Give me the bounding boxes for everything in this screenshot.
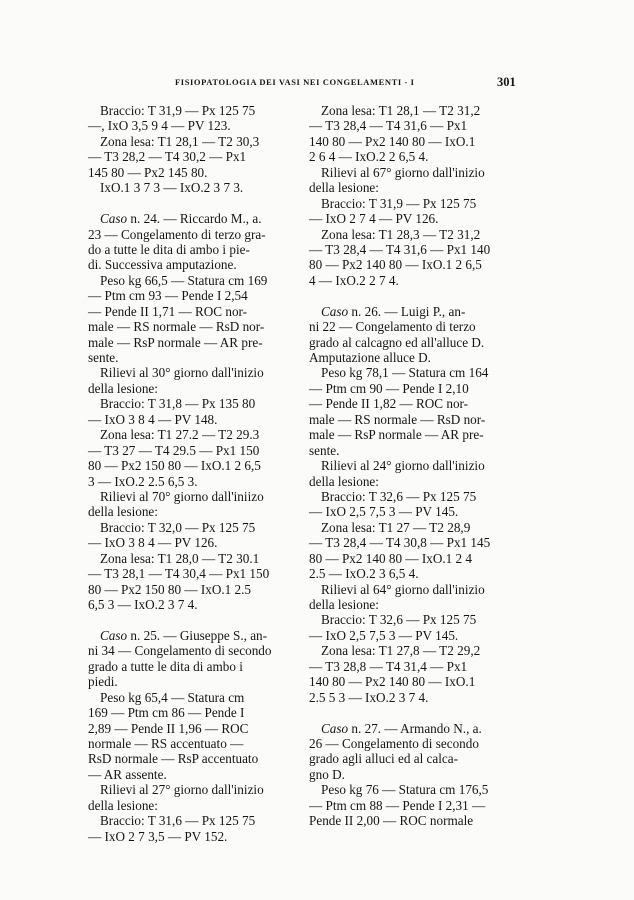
line-text: Pende II 2,00 — ROC normale (309, 813, 474, 829)
line-text: piedi. (88, 674, 118, 690)
text-line (309, 103, 521, 118)
line-text: — Ptm cm 88 — Pende I 2,31 — (309, 797, 486, 813)
line-text: n. 26. — Luigi P., an- (348, 303, 466, 319)
text-line (309, 396, 521, 411)
line-text: grado agli alluci ed al calca- (309, 751, 459, 767)
text-line (88, 736, 300, 751)
line-text: 140 80 — Px2 140 80 — IxO.1 (309, 133, 476, 149)
line-text: Zona lesa: T1 27 — T2 28,9 (321, 519, 471, 535)
case-label: Caso (321, 720, 349, 736)
case-label: Caso (100, 211, 128, 227)
line-text: — T3 28,8 — T4 31,4 — Px1 (309, 658, 468, 674)
text-line (309, 211, 521, 226)
text-line (309, 134, 521, 149)
line-text: 3 — IxO.2 2.5 6,5 3. (88, 473, 198, 489)
line-text: 145 80 — Px2 145 80. (88, 164, 208, 180)
text-line (88, 335, 300, 350)
text-line (309, 736, 521, 751)
text-line (88, 242, 300, 257)
text-line (309, 798, 521, 813)
text-line (309, 227, 521, 242)
line-text: 140 80 — Px2 140 80 — IxO.1 (309, 674, 476, 690)
line-text: Rilievi al 27° giorno dall'inizio (100, 782, 264, 798)
line-text: Rilievi al 70° giorno dall'iniizo (100, 488, 264, 504)
line-text: 2.5 5 3 — IxO.2 3 7 4. (309, 689, 429, 705)
line-text: Peso kg 78,1 — Statura cm 164 (321, 365, 489, 381)
line-text: — Ptm cm 93 — Pende I 2,54 (88, 288, 248, 304)
text-line (309, 273, 521, 288)
text-line (309, 520, 521, 535)
line-text: male — RS normale — RsD nor- (309, 411, 486, 427)
line-text: Amputazione alluce D. (309, 350, 431, 365)
text-line (309, 412, 521, 427)
line-text: 80 — Px2 150 80 — IxO.1 2 6,5 (88, 458, 261, 474)
text-line (88, 427, 300, 442)
text-line (88, 180, 300, 195)
line-text: — IxO 2 7 3,5 — PV 152. (88, 828, 228, 844)
line-text: — IxO 3 8 4 — PV 148. (88, 411, 218, 427)
text-line (88, 257, 300, 272)
right-column (309, 103, 521, 829)
text-line (309, 427, 521, 442)
text-line (88, 751, 300, 766)
text-line (309, 335, 521, 350)
line-text: — T3 28,4 — T4 31,6 — Px1 140 (309, 241, 491, 257)
text-line (88, 304, 300, 319)
text-line (88, 659, 300, 674)
line-text: di. Successiva amputazione. (88, 257, 237, 273)
line-text: — IxO 2 7 4 — PV 126. (309, 211, 439, 227)
text-line (88, 365, 300, 380)
text-line (88, 813, 300, 828)
text-line (88, 412, 300, 427)
text-line (88, 643, 300, 658)
text-line (309, 751, 521, 766)
line-text: Peso kg 76 — Statura cm 176,5 (321, 782, 489, 798)
line-text: — T3 27 — T4 29.5 — Px1 150 (88, 442, 260, 458)
text-line (309, 489, 521, 504)
line-text: — IxO 2,5 7,5 3 — PV 145. (309, 627, 459, 643)
line-text: — IxO 3 8 4 — PV 126. (88, 535, 218, 551)
text-line (309, 165, 521, 180)
text-line (309, 304, 521, 319)
line-text: Zona lesa: T1 27.2 — T2 29.3 (100, 427, 260, 443)
text-line (309, 612, 521, 627)
line-text: male — RsP normale — AR pre- (309, 427, 484, 443)
line-text: della lesione: (88, 797, 158, 813)
text-line (309, 767, 521, 782)
text-line (88, 103, 300, 118)
text-line (88, 782, 300, 797)
line-text: Zona lesa: T1 28,3 — T2 31,2 (321, 226, 481, 242)
line-text: — T3 28,4 — T4 31,6 — Px1 (309, 118, 468, 134)
text-line (309, 474, 521, 489)
text-line (88, 582, 300, 597)
text-line (309, 551, 521, 566)
text-line (309, 813, 521, 828)
text-line (88, 118, 300, 133)
line-text: Rilievi al 30° giorno dall'inizio (100, 365, 264, 381)
line-text: Braccio: T 31,9 — Px 125 75 (321, 195, 477, 211)
text-line (309, 180, 521, 195)
line-text: — T3 28,2 — T4 30,2 — Px1 (88, 149, 247, 165)
text-line (309, 504, 521, 519)
page-number: 301 (497, 75, 516, 89)
text-line (309, 118, 521, 133)
text-line (88, 628, 300, 643)
line-text: 6,5 3 — IxO.2 3 7 4. (88, 597, 198, 612)
text-line (88, 149, 300, 164)
text-line (309, 149, 521, 164)
text-line (88, 721, 300, 736)
line-text: — Ptm cm 90 — Pende I 2,10 (309, 380, 469, 396)
line-text: —, IxO 3,5 9 4 — PV 123. (88, 118, 231, 134)
text-line (309, 257, 521, 272)
text-line (88, 134, 300, 149)
text-line (309, 782, 521, 797)
text-line (88, 520, 300, 535)
line-text: Rilievi al 24° giorno dall'inizio (321, 458, 485, 474)
paragraph-gap (309, 705, 521, 720)
text-line (88, 288, 300, 303)
text-line (309, 566, 521, 581)
line-text: n. 25. — Giuseppe S., an- (127, 627, 268, 643)
line-text: 80 — Px2 150 80 — IxO.1 2.5 (88, 581, 252, 597)
text-line (88, 443, 300, 458)
line-text: 26 — Congelamento di secondo (309, 735, 479, 751)
line-text: gno D. (309, 766, 345, 782)
line-text: della lesione: (88, 504, 158, 520)
text-line (88, 829, 300, 844)
line-text: della lesione: (309, 473, 379, 489)
line-text: 23 — Congelamento di terzo gra- (88, 226, 266, 242)
line-text: ni 34 — Congelamento di secondo (88, 643, 272, 659)
text-line (309, 443, 521, 458)
line-text: n. 24. — Riccardo M., a. (127, 211, 262, 227)
text-line (88, 504, 300, 519)
text-line (309, 690, 521, 705)
line-text: — T3 28,4 — T4 30,8 — Px1 145 (309, 535, 491, 551)
running-head: FISIOPATOLOGIA DEI VASI NEI CONGELAMENTI - I (175, 77, 415, 87)
paragraph-gap (309, 288, 521, 303)
paragraph-gap (88, 612, 300, 627)
text-line (88, 767, 300, 782)
text-line (88, 165, 300, 180)
line-text: — Pende II 1,71 — ROC nor- (88, 303, 248, 319)
text-line (88, 597, 300, 612)
line-text: — T3 28,1 — T4 30,4 — Px1 150 (88, 566, 270, 582)
text-line (88, 551, 300, 566)
text-line (88, 458, 300, 473)
text-line (88, 381, 300, 396)
text-line (88, 273, 300, 288)
text-line (88, 227, 300, 242)
line-text: Zona lesa: T1 28,0 — T2 30.1 (100, 550, 260, 566)
text-line (88, 211, 300, 226)
line-text: della lesione: (309, 597, 379, 612)
text-line (309, 582, 521, 597)
text-line (88, 350, 300, 365)
text-line (309, 535, 521, 550)
line-text: ni 22 — Congelamento di terzo (309, 319, 476, 335)
line-text: — AR assente. (88, 766, 167, 782)
line-text: 169 — Ptm cm 86 — Pende I (88, 705, 245, 721)
line-text: — Pende II 1,82 — ROC nor- (309, 396, 469, 412)
text-line (309, 597, 521, 612)
text-line (309, 458, 521, 473)
line-text: Braccio: T 31,8 — Px 135 80 (100, 396, 256, 412)
case-label: Caso (100, 627, 128, 643)
text-line (309, 242, 521, 257)
text-line (88, 705, 300, 720)
line-text: 2,89 — Pende II 1,96 — ROC (88, 720, 249, 736)
line-text: 80 — Px2 140 80 — IxO.1 2 6,5 (309, 257, 482, 273)
line-text: grado a tutte le dita di ambo i (88, 658, 243, 674)
text-line (88, 474, 300, 489)
text-line (309, 365, 521, 380)
text-line (88, 319, 300, 334)
line-text: della lesione: (309, 180, 379, 196)
line-text: grado al calcagno ed all'alluce D. (309, 334, 485, 350)
left-column (88, 103, 300, 844)
text-line (88, 690, 300, 705)
line-text: 2.5 — IxO.2 3 6,5 4. (309, 566, 419, 582)
text-line (88, 535, 300, 550)
line-text: sente. (309, 442, 340, 458)
text-line (309, 721, 521, 736)
line-text: Peso kg 66,5 — Statura cm 169 (100, 272, 268, 288)
line-text: Braccio: T 32,6 — Px 125 75 (321, 488, 477, 504)
text-line (309, 674, 521, 689)
line-text: normale — RS accentuato — (88, 735, 244, 751)
text-line (88, 674, 300, 689)
line-text: Braccio: T 31,6 — Px 125 75 (100, 813, 256, 829)
line-text: Zona lesa: T1 28,1 — T2 31,2 (321, 103, 481, 118)
line-text: 4 — IxO.2 2 7 4. (309, 272, 399, 288)
text-line (309, 643, 521, 658)
line-text: RsD normale — RsP accentuato (88, 751, 259, 767)
line-text: male — RS normale — RsD nor- (88, 319, 265, 335)
case-label: Caso (321, 303, 349, 319)
line-text: Zona lesa: T1 28,1 — T2 30,3 (100, 133, 260, 149)
text-line (309, 659, 521, 674)
text-line (309, 381, 521, 396)
text-line (88, 396, 300, 411)
line-text: Braccio: T 31,9 — Px 125 75 (100, 103, 256, 118)
line-text: della lesione: (88, 380, 158, 396)
text-line (309, 350, 521, 365)
line-text: IxO.1 3 7 3 — IxO.2 3 7 3. (100, 180, 244, 196)
line-text: n. 27. — Armando N., a. (348, 720, 482, 736)
text-line (88, 566, 300, 581)
text-line (88, 798, 300, 813)
line-text: 2 6 4 — IxO.2 2 6,5 4. (309, 149, 429, 165)
line-text: 80 — Px2 140 80 — IxO.1 2 4 (309, 550, 473, 566)
line-text: male — RsP normale — AR pre- (88, 334, 263, 350)
line-text: do a tutte le dita di ambo i pie- (88, 241, 250, 257)
line-text: Peso kg 65,4 — Statura cm (100, 689, 245, 705)
line-text: Rilievi al 67° giorno dall'inizio (321, 164, 485, 180)
line-text: Braccio: T 32,0 — Px 125 75 (100, 519, 256, 535)
text-line (309, 196, 521, 211)
text-line (88, 489, 300, 504)
line-text: Rilievi al 64° giorno dall'inizio (321, 581, 485, 597)
line-text: — IxO 2,5 7,5 3 — PV 145. (309, 504, 459, 520)
line-text: Braccio: T 32,6 — Px 125 75 (321, 612, 477, 628)
line-text: Zona lesa: T1 27,8 — T2 29,2 (321, 643, 481, 659)
text-line (309, 319, 521, 334)
line-text: sente. (88, 350, 119, 365)
text-line (309, 628, 521, 643)
paragraph-gap (88, 196, 300, 211)
